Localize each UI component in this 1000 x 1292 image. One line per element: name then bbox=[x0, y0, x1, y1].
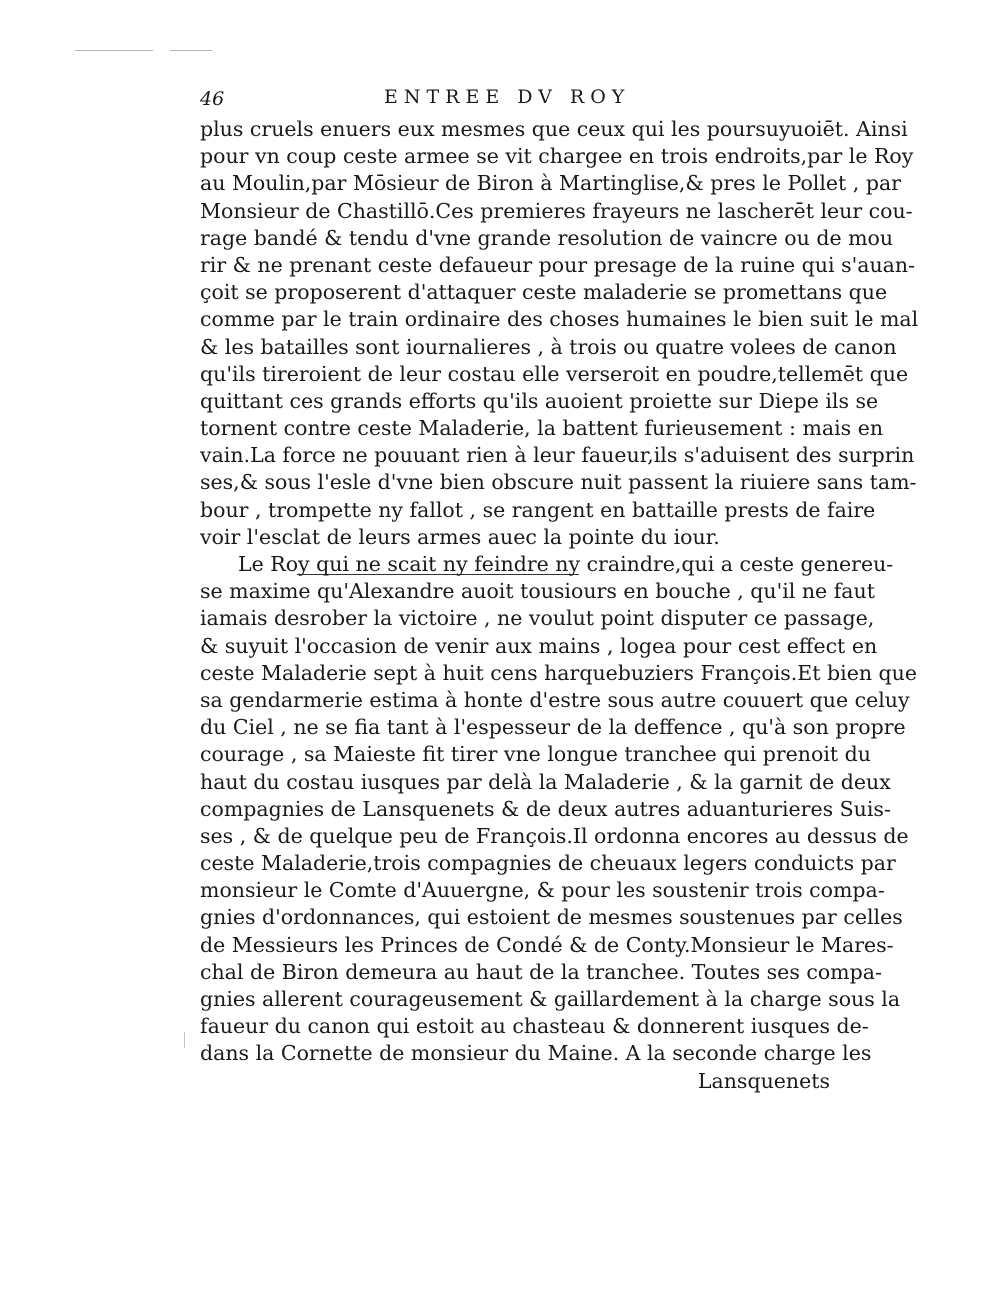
running-head bbox=[200, 86, 830, 116]
margin-mark bbox=[184, 1032, 185, 1048]
text-line: qu'ils tireroient de leur costau elle verseroit en poudre,tellemēt que bbox=[200, 361, 909, 386]
paragraph-end-line: voir l'esclat de leurs armes auec la pointe du iour. bbox=[200, 524, 720, 549]
text-line: gnies allerent courageusement & gaillardement à la charge sous la bbox=[200, 987, 901, 1011]
text-line: au Moulin,par Mōsieur de Biron à Martinglise,& pres le Pollet , par bbox=[200, 171, 901, 196]
text-line: haut du costau iusques par delà la Maladerie , & la garnit de deux bbox=[200, 769, 891, 794]
text-line: du Ciel , ne se fia tant à l'espesseur de la deffence , qu'à son propre bbox=[200, 715, 906, 740]
text-line: & les batailles sont iournalieres , à trois ou quatre volees de canon bbox=[200, 334, 897, 359]
catchword: Lansquenets bbox=[697, 1068, 830, 1093]
text-line: plus cruels enuers eux mesmes que ceux qui les poursuyuoiēt. Ainsi bbox=[200, 117, 908, 141]
text-line: compagnies de Lansquenets & de deux autres aduanturieres Suis- bbox=[200, 796, 891, 821]
text-line: de Messieurs les Princes de Condé & de Conty.Monsieur le Mares- bbox=[200, 932, 894, 957]
text-line: dans la Cornette de monsieur du Maine. A la seconde charge les bbox=[200, 1041, 872, 1066]
text-line: quittant ces grands efforts qu'ils auoient proiette sur Diepe ils se bbox=[200, 388, 879, 413]
page-number: 46 bbox=[200, 88, 225, 110]
text-line: bour , trompette ny fallot , se rangent en battaille prests de faire bbox=[200, 497, 876, 522]
text-line: ses , & de quelque peu de François.Il ordonna encores au dessus de bbox=[200, 823, 909, 848]
scan-mark-top-left bbox=[75, 50, 153, 51]
text-line: vain.La force ne pouuant rien à leur faueur,ils s'aduisent des surprin bbox=[200, 443, 915, 468]
text-line: chal de Biron demeura au haut de la tranchee. Toutes ses compa- bbox=[200, 959, 882, 984]
text-line: pour vn coup ceste armee se vit chargee en trois endroits,par le Roy bbox=[200, 144, 914, 169]
text-line: Monsieur de Chastillō.Ces premieres frayeurs ne lascherēt leur cou- bbox=[200, 198, 913, 223]
text-line: se maxime qu'Alexandre auoit tousiours en bouche , qu'il ne faut bbox=[200, 579, 875, 604]
body-text bbox=[200, 116, 919, 1095]
text-line: sa gendarmerie estima à honte d'estre sous autre couuert que celuy bbox=[200, 687, 910, 712]
text-line: tornent contre ceste Maladerie, la battent furieusement : mais en bbox=[200, 416, 884, 441]
text-line: iamais desrober la victoire , ne voulut point disputer ce passage, bbox=[200, 606, 875, 631]
text-line: & suyuit l'occasion de venir aux mains , logea pour cest effect en bbox=[200, 633, 878, 658]
text-line: rir & ne prenant ceste defaueur pour presage de la ruine qui s'auan- bbox=[200, 252, 916, 277]
text-line: rage bandé & tendu d'vne grande resolution de vaincre ou de mou bbox=[200, 225, 894, 250]
text-line: courage , sa Maieste fit tirer vne longue tranchee qui prenoit du bbox=[200, 742, 871, 767]
running-title: ENTREE DV ROY bbox=[384, 86, 631, 108]
text-line: ceste Maladerie sept à huit cens harquebuziers François.Et bien que bbox=[200, 660, 918, 685]
scan-mark-top-right bbox=[170, 50, 212, 51]
text-line: monsieur le Comte d'Auuergne, & pour les soustenir trois compa- bbox=[200, 878, 885, 903]
text-line: ses,& sous l'esle d'vne bien obscure nuit passent la riuiere sans tam- bbox=[200, 470, 917, 495]
text-line: ceste Maladerie,trois compagnies de cheuaux legers conduicts par bbox=[200, 851, 896, 876]
paragraph-start-line: Le Roy qui ne scait ny feindre ny craindre,qui a ceste genereu- bbox=[200, 551, 830, 578]
text-line: comme par le train ordinaire des choses humaines le bien suit le mal bbox=[200, 307, 919, 332]
text-line: faueur du canon qui estoit au chasteau & donnerent iusques de- bbox=[200, 1014, 869, 1039]
text-line: gnies d'ordonnances, qui estoient de mesmes soustenues par celles bbox=[200, 905, 903, 930]
text-line: çoit se proposerent d'attaquer ceste maladerie se promettans que bbox=[200, 280, 888, 305]
